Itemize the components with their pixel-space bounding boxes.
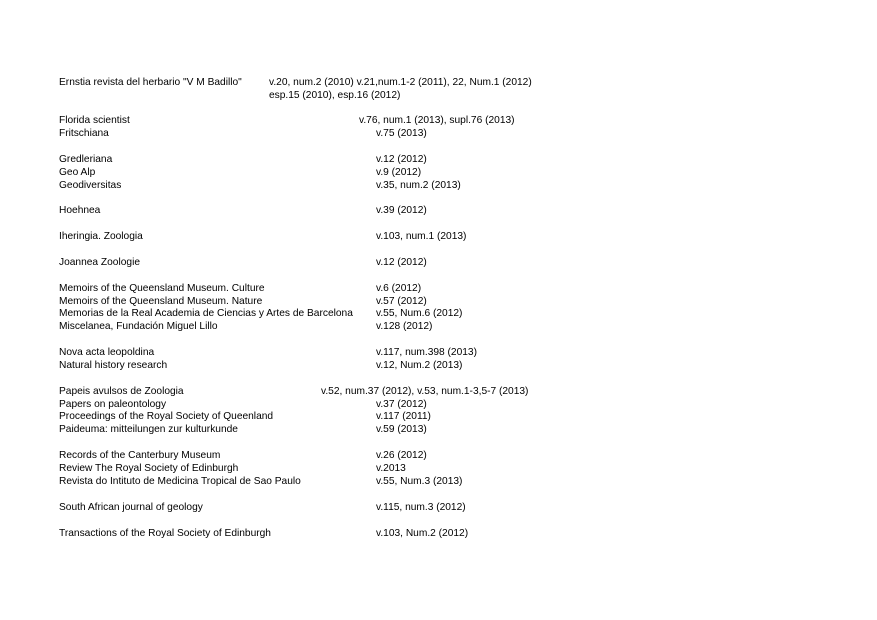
entry-title: Papeis avulsos de Zoologia (59, 386, 184, 397)
entry-holdings: v.12 (2012) (376, 154, 427, 165)
entry-title: Records of the Canterbury Museum (59, 450, 221, 461)
entry-holdings: v.103, Num.2 (2012) (376, 528, 469, 539)
entry-title: Nova acta leopoldina (59, 347, 155, 358)
entry-title: Transactions of the Royal Society of Edinburgh (59, 528, 271, 539)
entry-title: Fritschiana (59, 128, 109, 139)
entry-title: Geo Alp (59, 167, 96, 178)
entry-title: Revista do Intituto de Medicina Tropical de Sao Paulo (59, 476, 301, 487)
entry-holdings: v.2013 (376, 463, 406, 474)
entry-title: Iheringia. Zoologia (59, 231, 143, 242)
entry-title: Hoehnea (59, 205, 101, 216)
entry-holdings: v.52, num.37 (2012), v.53, num.1-3,5-7 (2013) (321, 386, 529, 397)
entry-holdings: v.117, num.398 (2013) (376, 347, 477, 358)
entry-title: Geodiversitas (59, 180, 122, 191)
entry-title: South African journal of geology (59, 502, 203, 513)
entry-title: Review The Royal Society of Edinburgh (59, 463, 239, 474)
entry-holdings: v.57 (2012) (376, 296, 427, 307)
entry-holdings: v.115, num.3 (2012) (376, 502, 466, 513)
entry-title: Memoirs of the Queensland Museum. Culture (59, 283, 265, 294)
entry-holdings: v.55, Num.6 (2012) (376, 308, 463, 319)
entry-title: Florida scientist (59, 115, 130, 126)
entry-title: Joannea Zoologie (59, 257, 140, 268)
entry-holdings: v.37 (2012) (376, 399, 427, 410)
entry-holdings: v.103, num.1 (2013) (376, 231, 467, 242)
entry-title: Memorias de la Real Academia de Ciencias y Artes de Barcelona (59, 308, 353, 319)
entry-holdings: v.59 (2013) (376, 424, 427, 435)
entry-title: Paideuma: mitteilungen zur kulturkunde (59, 424, 238, 435)
entry-title: Papers on paleontology (59, 399, 167, 410)
entry-title: Miscelanea, Fundación Miguel Lillo (59, 321, 218, 332)
entry-holdings: v.12 (2012) (376, 257, 427, 268)
entry-holdings: v.26 (2012) (376, 450, 427, 461)
entry-holdings: v.55, Num.3 (2013) (376, 476, 463, 487)
entry-title: Ernstia revista del herbario "V M Badillo" (59, 77, 242, 88)
entry-holdings: v.12, Num.2 (2013) (376, 360, 463, 371)
entry-holdings: v.39 (2012) (376, 205, 427, 216)
entry-holdings: v.35, num.2 (2013) (376, 180, 461, 191)
entry-holdings-continued: esp.15 (2010), esp.16 (2012) (269, 90, 401, 101)
entry-holdings: v.128 (2012) (376, 321, 433, 332)
entry-title: Natural history research (59, 360, 168, 371)
entry-title: Proceedings of the Royal Society of Queenland (59, 411, 274, 422)
entry-title: Memoirs of the Queensland Museum. Nature (59, 296, 263, 307)
entry-holdings: v.117 (2011) (376, 411, 431, 422)
entry-holdings: v.9 (2012) (376, 167, 422, 178)
entry-holdings: v.76, num.1 (2013), supl.76 (2013) (359, 115, 515, 126)
entry-title: Gredleriana (59, 154, 113, 165)
entry-holdings: v.75 (2013) (376, 128, 427, 139)
entry-holdings: v.20, num.2 (2010) v.21,num.1-2 (2011), 22, Num.1 (2012) (269, 77, 532, 88)
entry-holdings: v.6 (2012) (376, 283, 422, 294)
